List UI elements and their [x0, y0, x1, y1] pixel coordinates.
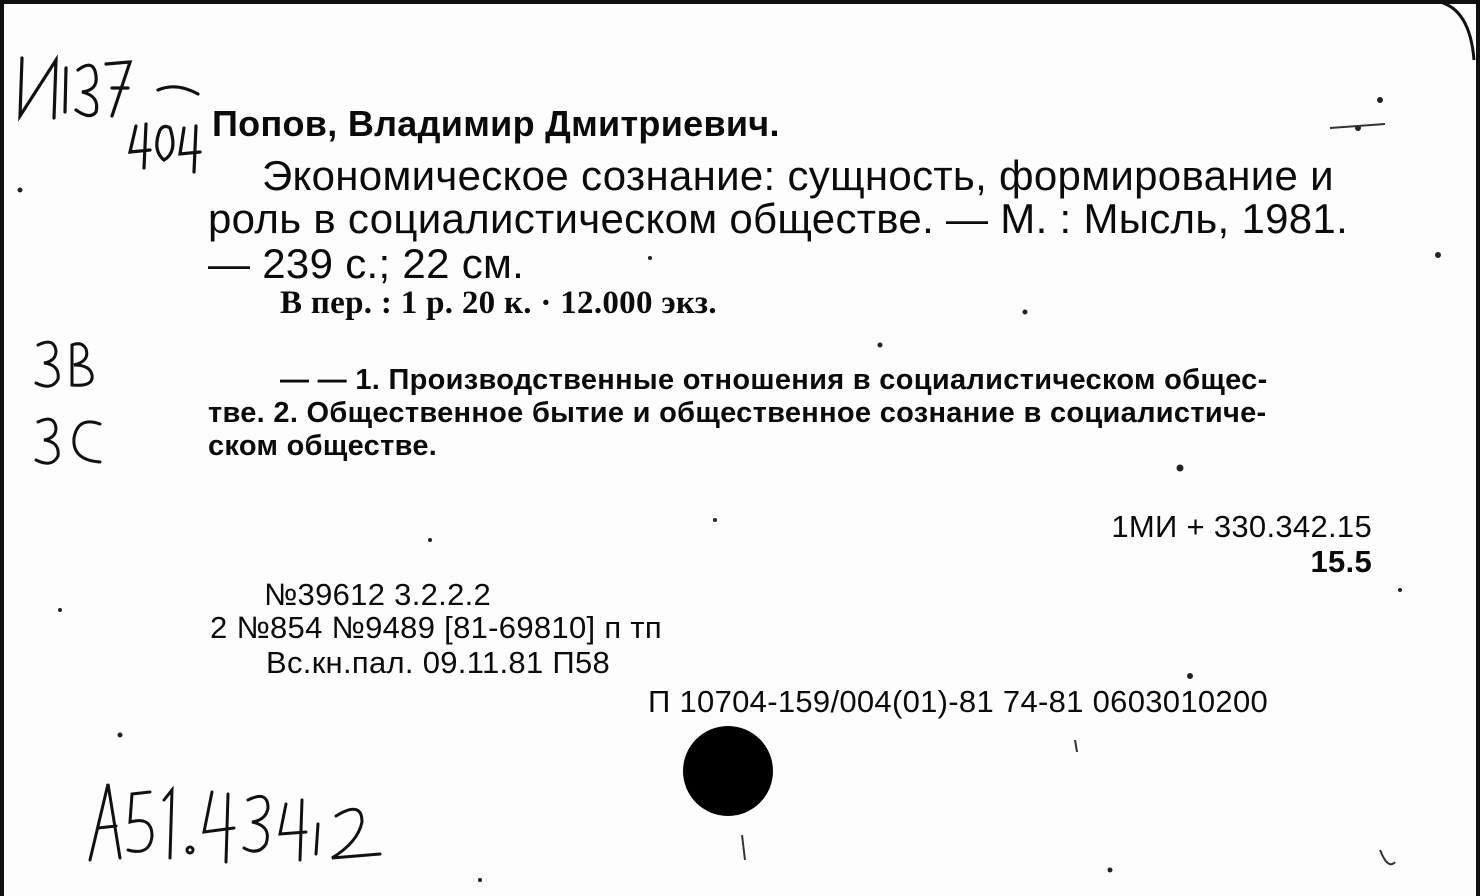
chamber-record: Вс.кн.пал. 09.11.81 П58: [266, 645, 611, 680]
handwritten-mark-zv: [28, 335, 108, 395]
title-line-2: роль в социалистическом обществе. — М. : Мысль, 1981.: [208, 195, 1349, 242]
card-punch-hole: [683, 726, 773, 816]
author-name: Попов, Владимир Дмитриевич.: [212, 103, 780, 144]
price-circulation: В пер. : 1 р. 20 к. · 12.000 экз.: [280, 285, 717, 321]
handwritten-inventory-number: [80, 770, 400, 880]
classification-code: 1МИ + 330.342.15: [1111, 509, 1372, 544]
subject-line-2: тве. 2. Общественное бытие и общественное сознание в социалистиче-: [208, 397, 1267, 429]
classification-code-secondary: 15.5: [1310, 544, 1372, 579]
title-line-1: Экономическое сознание: сущность, формирование и: [262, 152, 1334, 199]
registration-number: №39612 3.2.2.2: [264, 577, 492, 612]
subject-line-3: ском обществе.: [208, 430, 438, 462]
index-code: П 10704-159/004(01)-81 74-81 0603010200: [648, 684, 1269, 719]
handwritten-mark-zs: [28, 410, 108, 470]
handwritten-call-number: [8, 40, 218, 180]
subject-line-1: — — 1. Производственные отношения в социалистическом общес-: [280, 364, 1268, 396]
title-line-3: — 239 с.; 22 см.: [208, 240, 525, 287]
order-numbers: 2 №854 №9489 [81-69810] п тп: [210, 610, 662, 645]
